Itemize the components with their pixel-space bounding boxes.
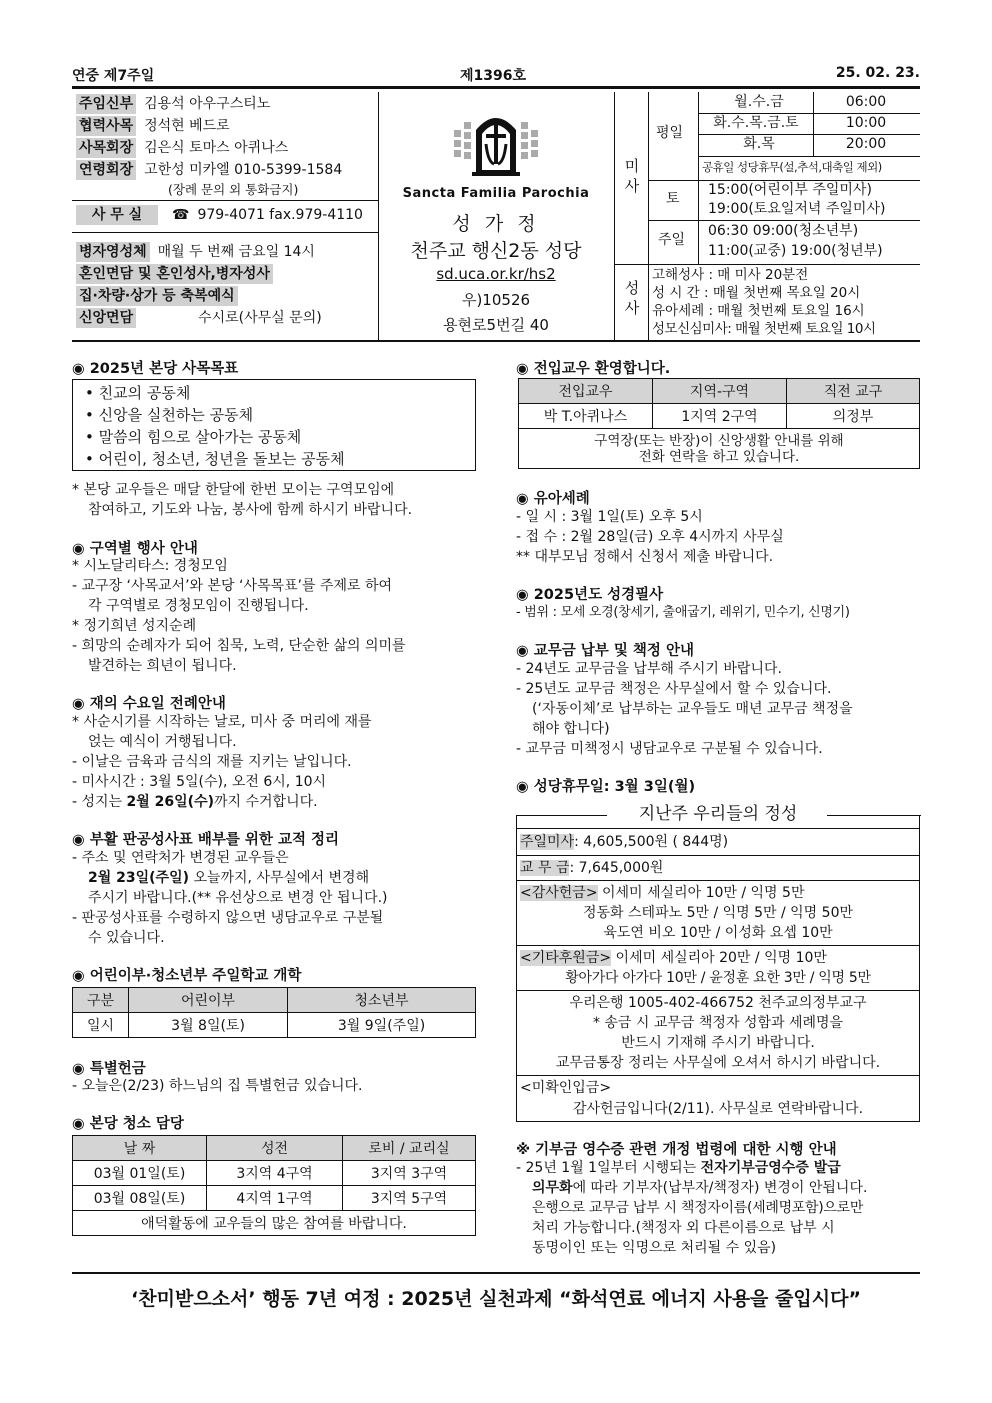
unconfirmed-label: <미확인입금> bbox=[520, 1080, 612, 1096]
bank-info: * 송금 시 교무금 책정자 성함과 세례명을 bbox=[592, 1015, 844, 1031]
bank-info: 우리은행 1005-402-466752 천주교의정부교구 bbox=[569, 995, 867, 1011]
saturday-mass: 19:00(토요일저녁 주일미사) bbox=[708, 201, 886, 217]
easter-line: - 주소 및 연락처가 변경된 교우들은 bbox=[72, 850, 289, 866]
district-line: - 교구장 ‘사목교서’와 본당 ‘사목목표’를 주제로 하여 bbox=[72, 578, 393, 594]
parish-block bbox=[378, 92, 614, 340]
staff-row: 주임신부 김용석 아우구스티노 bbox=[76, 94, 270, 116]
staff-row: 연령회장 고한성 미카엘 010-5399-1584 bbox=[76, 160, 342, 182]
receipt-line: 동명이인 또는 익명으로 처리될 수 있음) bbox=[532, 1240, 777, 1256]
sacrament-line: 유아세례 : 매월 첫번째 토요일 16시 bbox=[652, 303, 865, 319]
goals-note: 참여하고, 기도와 나눔, 봉사에 함께 하시기 바랍니다. bbox=[88, 502, 413, 518]
goal-item: • 어린이, 청소년, 청년을 돌보는 공동체 bbox=[85, 450, 345, 468]
goal-item: • 친교의 공동체 bbox=[85, 384, 191, 402]
receipt-line: - 25년 1월 1일부터 시행되는 전자기부금영수증 발급 bbox=[516, 1160, 841, 1176]
bank-info: 교무금통장 정리는 사무실에 오셔서 하시기 바랍니다. bbox=[555, 1055, 881, 1071]
easter-line: 주시기 바랍니다.(** 유선상으로 변경 안 됩니다.) bbox=[88, 890, 388, 906]
table-header: 지역-구역 bbox=[653, 379, 787, 404]
table-header: 구분 bbox=[73, 988, 129, 1013]
service-row: 병자영성체 매월 두 번째 금요일 14시 bbox=[76, 242, 315, 264]
phone-icon: ☎ bbox=[172, 207, 190, 223]
table-cell: 3지역 3구역 bbox=[343, 1161, 476, 1186]
district-title: ◉ 구역별 행사 안내 bbox=[72, 541, 198, 557]
district-line: * 정기희년 성지순례 bbox=[72, 618, 197, 634]
welcome-title: ◉ 전입교우 환영합니다. bbox=[516, 361, 671, 377]
ash-line: - 성지는 2월 26일(수)까지 수거합니다. bbox=[72, 794, 318, 810]
special-title: ◉ 특별헌금 bbox=[72, 1061, 146, 1077]
office-row: 사 무 실 ☎ 979-4071 fax.979-4110 bbox=[76, 205, 363, 227]
bible-line: - 범위 : 모세 오경(창세기, 출애굽기, 레위기, 민수기, 신명기) bbox=[516, 605, 850, 620]
footer-rule bbox=[72, 1272, 920, 1274]
offering-title: 지난주 우리들의 정성 bbox=[638, 804, 798, 824]
top-bar bbox=[72, 62, 920, 86]
divider bbox=[72, 232, 378, 233]
baptism-line: ** 대부모님 정해서 신청서 제출 바랍니다. bbox=[516, 549, 774, 565]
table-note: 애덕활동에 교우들의 많은 참여를 바랍니다. bbox=[73, 1211, 476, 1236]
staff-row: 협력사목 정석현 베드로 bbox=[76, 116, 230, 138]
school-title: ◉ 어린이부·청소년부 주일학교 개학 bbox=[72, 968, 302, 984]
table-cell: 의정부 bbox=[787, 404, 920, 429]
sunday-label: 주일 bbox=[658, 232, 686, 248]
parish-full-name: 천주교 행신2동 성당 bbox=[410, 240, 582, 262]
district-line: 각 구역별로 경청모임이 진행됩니다. bbox=[88, 598, 309, 614]
sunday-offering: 주일미사: 4,605,500원 ( 844명) bbox=[520, 834, 729, 850]
table-cell: 4지역 1구역 bbox=[207, 1186, 343, 1211]
easter-line: 수 있습니다. bbox=[88, 930, 165, 946]
divider bbox=[698, 156, 920, 157]
sacrament-line: 성모신심미사: 매월 첫번째 토요일 10시 bbox=[652, 321, 876, 337]
dues-line: - 교무금 미책정시 냉담교우로 구분될 수 있습니다. bbox=[516, 741, 823, 757]
ash-title: ◉ 재의 수요일 전례안내 bbox=[72, 696, 226, 712]
mass-label: 미사 bbox=[624, 157, 640, 195]
weekday-days: 월.수.금 bbox=[734, 94, 784, 110]
district-line: * 시노달리타스: 경청모임 bbox=[72, 558, 228, 574]
thanks-offering: 육도연 비오 10만 / 이성화 요셉 10만 bbox=[603, 925, 833, 941]
divider bbox=[698, 92, 699, 180]
parish-zip: 우)10526 bbox=[461, 291, 531, 309]
parish-address: 용현로5번길 40 bbox=[443, 316, 549, 334]
receipt-line: 은행으로 교무금 납부 시 책정자이름(세례명포함)으로만 bbox=[532, 1200, 864, 1216]
easter-line: - 판공성사표를 수령하지 않으면 냉담교우로 구분될 bbox=[72, 910, 384, 926]
staff-row: 사목회장 김은식 토마스 아퀴나스 bbox=[76, 138, 288, 160]
top-rule bbox=[72, 86, 920, 89]
ash-line: - 미사시간 : 3월 5일(수), 오전 6시, 10시 bbox=[72, 774, 327, 790]
table-header: 날 짜 bbox=[73, 1136, 207, 1161]
ash-line: * 사순시기를 시작하는 날로, 미사 중 머리에 재를 bbox=[72, 714, 372, 730]
school-table bbox=[72, 987, 476, 1038]
divider bbox=[516, 855, 920, 856]
table-cell: 박 T.아퀴나스 bbox=[519, 404, 653, 429]
baptism-title: ◉ 유아세례 bbox=[516, 491, 590, 507]
sacrament-line: 고해성사 : 매 미사 20분전 bbox=[652, 267, 809, 283]
ash-line: - 이날은 금육과 금식의 재를 지키는 날입니다. bbox=[72, 754, 352, 770]
welcome-note: 구역장(또는 반장)이 신앙생활 안내를 위해 전화 연락을 하고 있습니다. bbox=[519, 429, 920, 469]
receipt-line: 처리 가능합니다.(책정자 외 다른이름으로 납부 시 bbox=[532, 1220, 835, 1236]
parish-name: 성 가 정 bbox=[452, 213, 540, 235]
table-header: 성전 bbox=[207, 1136, 343, 1161]
weekday-time: 06:00 bbox=[845, 94, 887, 110]
parish-url[interactable]: sd.uca.or.kr/hs2 bbox=[436, 265, 556, 283]
cleaning-table bbox=[72, 1135, 476, 1236]
closed-title: ◉ 성당휴무일: 3월 3일(월) bbox=[516, 779, 696, 795]
weekday-days: 화.목 bbox=[743, 136, 775, 152]
divider bbox=[516, 990, 920, 991]
goals-title: ◉ 2025년 본당 사목목표 bbox=[72, 361, 239, 377]
table-cell: 3지역 4구역 bbox=[207, 1161, 343, 1186]
weekday-label: 평일 bbox=[656, 125, 684, 141]
table-cell: 03월 01일(토) bbox=[73, 1161, 207, 1186]
receipt-line: 의무화에 따라 기부자(납부자/책정자) 변경이 안됩니다. bbox=[532, 1180, 868, 1196]
service-row: 집·차량·상가 등 축복예식 bbox=[76, 286, 238, 308]
dues-line: - 25년도 교무금 책정은 사무실에서 할 수 있습니다. bbox=[516, 681, 832, 697]
issue-number: 제1396호 bbox=[460, 68, 527, 84]
table-cell: 일시 bbox=[73, 1013, 129, 1038]
thanks-offering: 정동화 스테파노 5만 / 익명 5만 / 익명 50만 bbox=[583, 905, 853, 921]
header bbox=[72, 92, 920, 340]
special-line: - 오늘은(2/23) 하느님의 집 특별헌금 있습니다. bbox=[72, 1078, 363, 1094]
table-header: 전입교우 bbox=[519, 379, 653, 404]
district-line: - 희망의 순례자가 되어 침묵, 노력, 단순한 삶의 의미를 bbox=[72, 638, 406, 654]
weekday-days: 화.수.목.금.토 bbox=[713, 115, 799, 131]
bible-title: ◉ 2025년도 성경필사 bbox=[516, 587, 664, 603]
table-cell: 1지역 2구역 bbox=[653, 404, 787, 429]
service-row: 신앙면담 수시로(사무실 문의) bbox=[76, 308, 322, 330]
liturgical-season: 연중 제7주일 bbox=[72, 68, 155, 84]
sunday-mass: 11:00(교중) 19:00(청년부) bbox=[708, 243, 883, 259]
saturday-mass: 15:00(어린이부 주일미사) bbox=[708, 182, 872, 198]
parish-logo-icon bbox=[446, 102, 546, 178]
table-header: 로비 / 교리실 bbox=[343, 1136, 476, 1161]
table-cell: 3지역 5구역 bbox=[343, 1186, 476, 1211]
divider bbox=[648, 220, 920, 221]
parish-latin: Sancta Familia Parochia bbox=[402, 186, 590, 201]
ash-line: 얹는 예식이 거행됩니다. bbox=[88, 734, 237, 750]
footer-slogan: ‘찬미받으소서’ 행동 7년 여정 : 2025년 실천과제 “화석연료 에너지 사용을 줄입시다” bbox=[131, 1288, 861, 1310]
goals-note: * 본당 교우들은 매달 한달에 한번 모이는 구역모임에 bbox=[72, 482, 395, 498]
divider bbox=[698, 180, 699, 264]
goal-item: • 신앙을 실천하는 공동체 bbox=[85, 406, 254, 424]
divider bbox=[614, 264, 920, 265]
sunday-mass: 06:30 09:00(청소년부) bbox=[708, 223, 859, 239]
dues-line: (‘자동이체’로 납부하는 교우들도 매년 교무금 책정을 bbox=[532, 701, 853, 717]
service-row: 혼인면담 및 혼인성사,병자성사 bbox=[76, 264, 273, 286]
bank-info: 반드시 기재해 주시기 바랍니다. bbox=[621, 1035, 815, 1051]
table-header: 청소년부 bbox=[288, 988, 476, 1013]
header-bottom-rule bbox=[72, 340, 920, 342]
easter-title: ◉ 부활 판공성사표 배부를 위한 교적 정리 bbox=[72, 832, 340, 848]
baptism-line: - 일 시 : 3월 1일(토) 오후 5시 bbox=[516, 509, 703, 525]
easter-line: 2월 23일(주일) 오늘까지, 사무실에서 변경해 bbox=[88, 870, 370, 886]
unconfirmed-line: 감사헌금입니다(2/11). 사무실로 연락바랍니다. bbox=[572, 1101, 864, 1117]
baptism-line: - 접 수 : 2월 28일(금) 오후 4시까지 사무실 bbox=[516, 529, 784, 545]
cleaning-title: ◉ 본당 청소 담당 bbox=[72, 1116, 184, 1132]
goals-box bbox=[72, 379, 476, 471]
dues-title: ◉ 교무금 납부 및 책정 안내 bbox=[516, 643, 694, 659]
mass-schedule bbox=[614, 92, 920, 340]
weekday-time: 20:00 bbox=[845, 136, 887, 152]
issue-date: 25. 02. 23. bbox=[835, 65, 920, 81]
receipt-title: ※ 기부금 영수증 관련 개정 법령에 대한 시행 안내 bbox=[516, 1142, 837, 1158]
saturday-label: 토 bbox=[666, 191, 680, 207]
welcome-table bbox=[518, 378, 920, 469]
sacrament-label: 성사 bbox=[624, 279, 640, 317]
table-header: 직전 교구 bbox=[787, 379, 920, 404]
other-offering: <기타후원금> 이세미 세실리아 20만 / 익명 10만 bbox=[520, 950, 827, 966]
divider bbox=[516, 1075, 920, 1076]
divider bbox=[72, 200, 378, 201]
table-cell: 3월 8일(토) bbox=[129, 1013, 288, 1038]
district-line: 발견하는 희년이 됩니다. bbox=[88, 658, 237, 674]
thanks-offering: <감사헌금> 이세미 세실리아 10만 / 익명 5만 bbox=[520, 885, 805, 901]
goal-item: • 말씀의 힘으로 살아가는 공동체 bbox=[85, 428, 302, 446]
table-cell: 03월 08일(토) bbox=[73, 1186, 207, 1211]
dues-line: 해야 합니다) bbox=[532, 721, 610, 737]
other-offering: 황아가다 아가다 10만 / 윤정훈 요한 3만 / 익명 5만 bbox=[565, 970, 871, 986]
divider bbox=[516, 945, 920, 946]
divider bbox=[648, 92, 649, 340]
table-header: 어린이부 bbox=[129, 988, 288, 1013]
weekday-time: 10:00 bbox=[845, 115, 887, 131]
holiday-note: 공휴일 성당휴무(설,추석,대축일 제외) bbox=[702, 160, 882, 174]
divider bbox=[516, 828, 920, 829]
dues-line: - 24년도 교무금을 납부해 주시기 바랍니다. bbox=[516, 661, 782, 677]
dues-offering: 교 무 금: 7,645,000원 bbox=[520, 860, 664, 876]
staff-note: (장례 문의 외 통화금지) bbox=[168, 182, 299, 197]
sacrament-line: 성 시 간 : 매월 첫번째 목요일 20시 bbox=[652, 285, 861, 301]
table-cell: 3월 9일(주일) bbox=[288, 1013, 476, 1038]
divider bbox=[516, 880, 920, 881]
